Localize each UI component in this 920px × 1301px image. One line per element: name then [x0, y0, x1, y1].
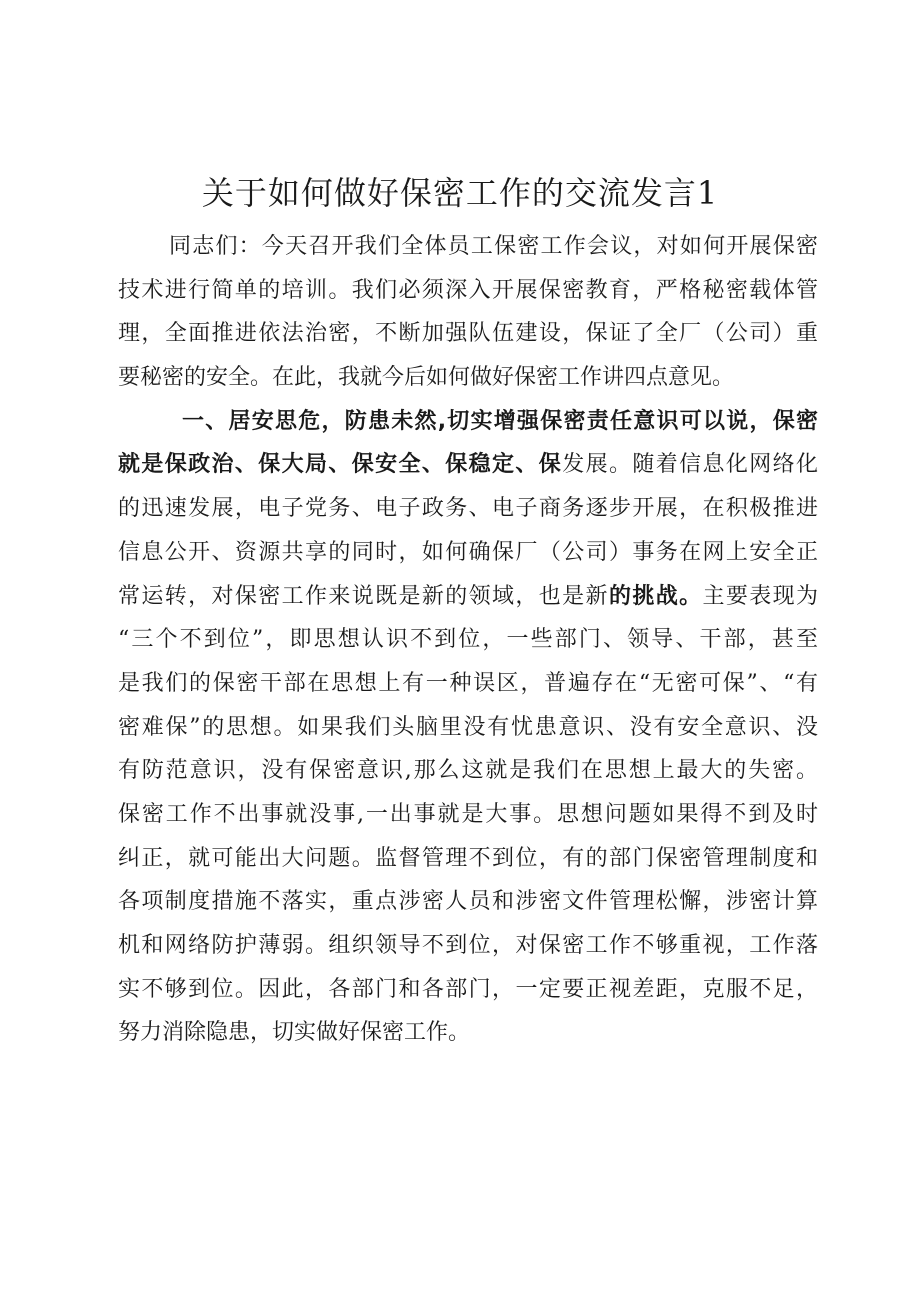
paragraph-2-text: 发展。随着信息化网络化 [562, 452, 818, 478]
paragraph-1-line: 同志们：今天召开我们全体员工保密工作会议，对如何开展保密 [169, 234, 818, 259]
paragraph-2-line [118, 443, 818, 487]
paragraph-2-line: “三个不到位”，即思想认识不到位，一些部门、领导、干部，甚至 [118, 627, 818, 653]
paragraph-2-line: 实不够到位。因此，各部门和各部门，一定要正视差距，克服不足， [118, 976, 818, 1002]
paragraph-2-line: 纠正，就可能出大问题。监督管理不到位，有的部门保密管理制度和 [118, 845, 818, 871]
paragraph-2-text: 常运转，对保密工作来说既是新的领域，也是新 [118, 583, 609, 609]
paragraph-2-line: 保密工作不出事就没事,一出事就是大事。思想问题如果得不到及时 [118, 801, 818, 827]
bold-phrase: 的挑战。 [608, 583, 703, 609]
paragraph-2-line [118, 575, 818, 619]
paragraph-1-line: 理，全面推进依法治密，不断加强队伍建设，保证了全厂（公司）重 [118, 321, 818, 347]
paragraph-2-line: 的迅速发展，电子党务、电子政务、电子商务逐步开展，在积极推进 [118, 496, 818, 522]
document-body [118, 225, 818, 1055]
paragraph-1-line: 要秘密的安全。在此，我就今后如何做好保密工作讲四点意见。 [118, 365, 735, 391]
section-heading-continuation: 就是保政治、保大局、保安全、保稳定、保 [118, 452, 563, 478]
paragraph-2-line: 信息公开、资源共享的同时，如何确保厂（公司）事务在网上安全正 [118, 539, 818, 565]
paragraph-2-line: 努力消除隐患，切实做好保密工作。 [118, 1020, 471, 1046]
section-heading-line: 一、居安思危，防患未然,切实增强保密责任意识可以说，保密 [182, 408, 818, 434]
paragraph-2-line: 机和网络防护薄弱。组织领导不到位，对保密工作不够重视，工作落 [118, 933, 818, 958]
document-title: 关于如何做好保密工作的交流发言1 [201, 174, 719, 212]
paragraph-2-line: 是我们的保密干部在思想上有一种误区，普遍存在“无密可保”、“有 [118, 670, 818, 696]
paragraph-2-text: 主要表现为 [702, 583, 818, 609]
paragraph-2-line: 各项制度措施不落实，重点涉密人员和涉密文件管理松懈，涉密计算 [118, 889, 818, 915]
paragraph-1-line: 技术进行简单的培训。我们必须深入开展保密教育，严格秘密载体管 [118, 277, 818, 303]
paragraph-2-line: 有防范意识，没有保密意识,那么这就是我们在思想上最大的失密。 [118, 758, 818, 784]
paragraph-2-line: 密难保”的思想。如果我们头脑里没有忧患意识、没有安全意识、没 [118, 714, 818, 740]
